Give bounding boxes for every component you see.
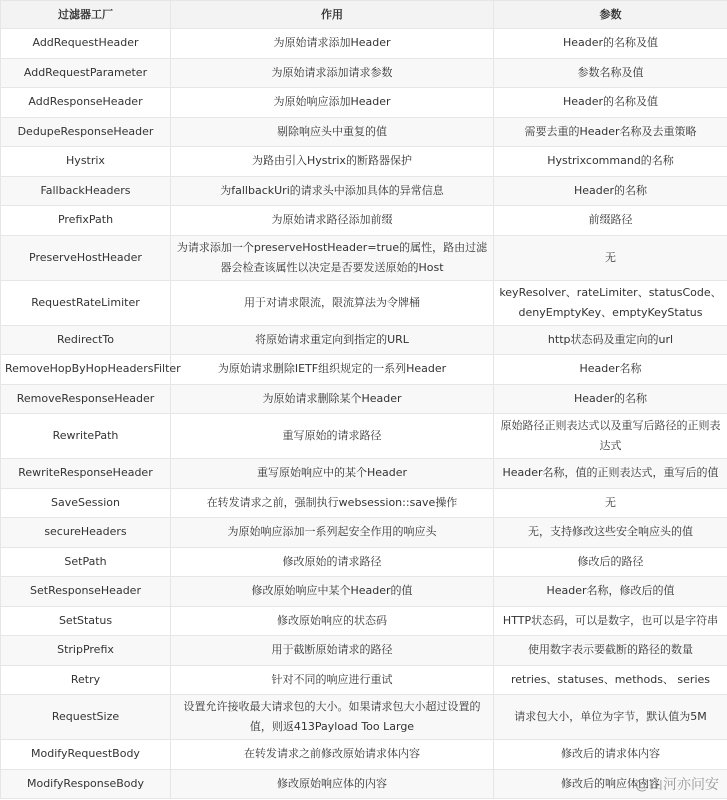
cell-purpose: 为原始请求删除IETF组织规定的一系列Header: [171, 355, 494, 385]
table-row: [1, 414, 727, 459]
cell-parameters: Header的名称及值: [494, 88, 727, 118]
table-header-row: [1, 1, 727, 29]
table-row: [1, 206, 727, 236]
table-row: [1, 384, 727, 414]
cell-parameters: Header名称，修改后的值: [494, 577, 727, 607]
cell-purpose: 为原始请求路径添加前缀: [171, 206, 494, 236]
cell-filter-name: SaveSession: [1, 488, 171, 518]
cell-parameters: 原始路径正则表达式以及重写后路径的正则表达式: [494, 414, 727, 459]
cell-filter-name: RemoveHopByHopHeadersFilter: [1, 355, 171, 385]
table-row: [1, 665, 727, 695]
table-row: [1, 355, 727, 385]
cell-parameters: 请求包大小，单位为字节，默认值为5M: [494, 695, 727, 740]
cell-filter-name: AddRequestHeader: [1, 29, 171, 59]
table-row: [1, 459, 727, 489]
cell-filter-name: PreserveHostHeader: [1, 235, 171, 280]
cell-purpose: 为原始请求添加请求参数: [171, 58, 494, 88]
cell-purpose: 为原始响应添加一系列起安全作用的响应头: [171, 518, 494, 548]
table-row: [1, 147, 727, 177]
cell-parameters: 需要去重的Header名称及去重策略: [494, 117, 727, 147]
table-row: [1, 117, 727, 147]
table-row: [1, 88, 727, 118]
table-row: [1, 606, 727, 636]
cell-parameters: Header的名称: [494, 384, 727, 414]
cell-purpose: 修改原始响应体的内容: [171, 769, 494, 799]
cell-parameters: HTTP状态码，可以是数字，也可以是字符串: [494, 606, 727, 636]
cell-filter-name: ModifyRequestBody: [1, 740, 171, 770]
table-row: [1, 488, 727, 518]
table-row: [1, 518, 727, 548]
cell-purpose: 在转发请求之前，强制执行websession::save操作: [171, 488, 494, 518]
header-purpose: 作用: [171, 1, 494, 29]
watermark: @山河亦问安: [635, 777, 719, 793]
cell-parameters: Header名称，值的正则表达式，重写后的值: [494, 459, 727, 489]
cell-filter-name: RemoveResponseHeader: [1, 384, 171, 414]
cell-parameters: 修改后的响应体内容: [494, 769, 727, 799]
cell-parameters: http状态码及重定向的url: [494, 325, 727, 355]
table-row: [1, 58, 727, 88]
cell-parameters: Header的名称及值: [494, 29, 727, 59]
cell-parameters: 参数名称及值: [494, 58, 727, 88]
cell-purpose: 用于截断原始请求的路径: [171, 636, 494, 666]
table-row: [1, 740, 727, 770]
cell-purpose: 重写原始响应中的某个Header: [171, 459, 494, 489]
cell-filter-name: SetResponseHeader: [1, 577, 171, 607]
cell-filter-name: Retry: [1, 665, 171, 695]
cell-purpose: 剔除响应头中重复的值: [171, 117, 494, 147]
cell-parameters: keyResolver、rateLimiter、statusCode、denyEmptyKey、emptyKeyStatus: [494, 280, 727, 325]
cell-purpose: 针对不同的响应进行重试: [171, 665, 494, 695]
cell-filter-name: RequestSize: [1, 695, 171, 740]
table-row: [1, 577, 727, 607]
cell-purpose: 重写原始的请求路径: [171, 414, 494, 459]
table-row: [1, 547, 727, 577]
cell-purpose: 为原始请求删除某个Header: [171, 384, 494, 414]
table-row: [1, 769, 727, 799]
cell-filter-name: PrefixPath: [1, 206, 171, 236]
table-row: [1, 695, 727, 740]
table-row: [1, 636, 727, 666]
cell-filter-name: AddRequestParameter: [1, 58, 171, 88]
cell-purpose: 为请求添加一个preserveHostHeader=true的属性，路由过滤器会检查该属性以决定是否要发送原始的Host: [171, 235, 494, 280]
cell-purpose: 为路由引入Hystrix的断路器保护: [171, 147, 494, 177]
table-row: [1, 325, 727, 355]
header-parameters: 参数: [494, 1, 727, 29]
cell-purpose: 为fallbackUri的请求头中添加具体的异常信息: [171, 176, 494, 206]
cell-filter-name: DedupeResponseHeader: [1, 117, 171, 147]
cell-parameters: Hystrixcommand的名称: [494, 147, 727, 177]
cell-purpose: 修改原始响应的状态码: [171, 606, 494, 636]
cell-filter-name: RequestRateLimiter: [1, 280, 171, 325]
cell-parameters: retries、statuses、methods、 series: [494, 665, 727, 695]
cell-filter-name: RewritePath: [1, 414, 171, 459]
cell-filter-name: ModifyResponseBody: [1, 769, 171, 799]
cell-parameters: 前缀路径: [494, 206, 727, 236]
cell-filter-name: RewriteResponseHeader: [1, 459, 171, 489]
cell-parameters: 修改后的请求体内容: [494, 740, 727, 770]
cell-purpose: 为原始响应添加Header: [171, 88, 494, 118]
cell-purpose: 用于对请求限流，限流算法为令牌桶: [171, 280, 494, 325]
cell-filter-name: secureHeaders: [1, 518, 171, 548]
cell-purpose: 修改原始的请求路径: [171, 547, 494, 577]
cell-filter-name: SetPath: [1, 547, 171, 577]
cell-filter-name: SetStatus: [1, 606, 171, 636]
cell-parameters: 无: [494, 488, 727, 518]
cell-parameters: 修改后的路径: [494, 547, 727, 577]
cell-purpose: 在转发请求之前修改原始请求体内容: [171, 740, 494, 770]
cell-filter-name: StripPrefix: [1, 636, 171, 666]
cell-filter-name: FallbackHeaders: [1, 176, 171, 206]
table-row: [1, 280, 727, 325]
cell-filter-name: AddResponseHeader: [1, 88, 171, 118]
cell-parameters: Header的名称: [494, 176, 727, 206]
cell-parameters: 使用数字表示要截断的路径的数量: [494, 636, 727, 666]
cell-filter-name: RedirectTo: [1, 325, 171, 355]
cell-purpose: 修改原始响应中某个Header的值: [171, 577, 494, 607]
cell-parameters: 无，支持修改这些安全响应头的值: [494, 518, 727, 548]
table-row: [1, 235, 727, 280]
cell-purpose: 将原始请求重定向到指定的URL: [171, 325, 494, 355]
table-row: [1, 176, 727, 206]
cell-purpose: 为原始请求添加Header: [171, 29, 494, 59]
cell-filter-name: Hystrix: [1, 147, 171, 177]
header-filter-factory: 过滤器工厂: [1, 1, 171, 29]
cell-parameters: 无: [494, 235, 727, 280]
cell-purpose: 设置允许接收最大请求包的大小。如果请求包大小超过设置的值，则返413Payload Too Large: [171, 695, 494, 740]
cell-parameters: Header名称: [494, 355, 727, 385]
table-row: [1, 29, 727, 59]
